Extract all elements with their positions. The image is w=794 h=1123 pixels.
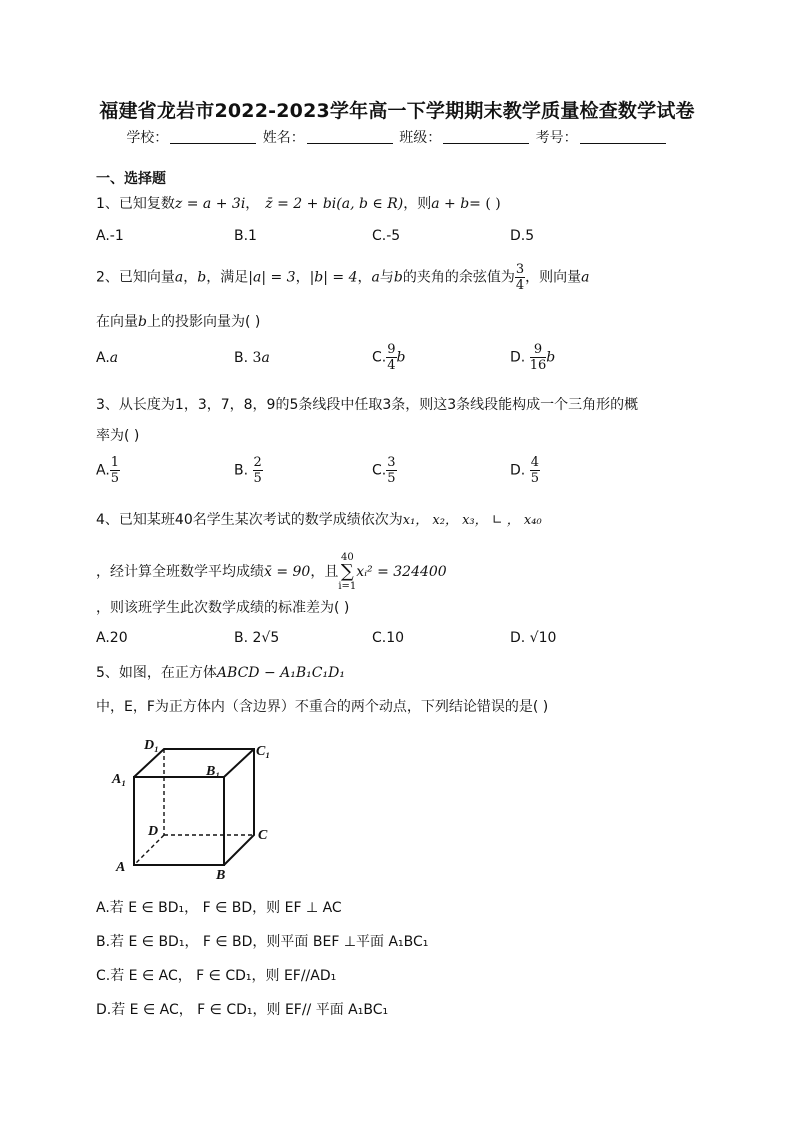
q2-vec-b: b: [197, 269, 207, 286]
q1-expr-z: z = a + 3i: [174, 196, 246, 212]
q5-option-b[interactable]: B.若 E ∈ BD₁， F ∈ BD，则平面 BEF ⊥平面 A₁BC₁: [96, 934, 429, 950]
student-info-line: [0, 127, 794, 147]
q1-expr-sum: a + b: [431, 196, 470, 212]
q2-abs-a: |a| = 3: [248, 269, 296, 286]
school-label: 学校：: [126, 130, 169, 146]
q2-cos-fraction: $\frac{3}{4}$: [515, 262, 525, 293]
q2-option-a[interactable]: A.a: [96, 350, 119, 366]
q4-text: 4、已知某班40名学生某次考试的数学成绩依次为: [96, 512, 403, 528]
label-D1: D₁: [144, 738, 159, 753]
q1-suffix: ，则: [403, 196, 432, 212]
label-B: B: [216, 868, 226, 880]
q2-cos-text: 的夹角的余弦值为: [402, 269, 515, 286]
q2-then: ，则向量: [525, 269, 582, 286]
question-3-line-2: 率为( ): [96, 428, 140, 444]
q2-comma: ，: [183, 269, 198, 286]
label-D: D: [148, 824, 159, 839]
class-label: 班级：: [399, 130, 442, 146]
q1-end: = ( ): [469, 196, 501, 212]
question-4-line-3: ，则该班学生此次数学成绩的标准差为( ): [96, 600, 350, 616]
q1-option-c[interactable]: C.-5: [372, 228, 401, 244]
q1-expr-zbar: z̄ = 2 + bi(a, b ∈ R): [265, 196, 404, 212]
school-blank[interactable]: [170, 129, 256, 144]
exam-no-label: 考号：: [535, 130, 578, 146]
label-B1: B₁: [206, 764, 221, 779]
q2-vec-a: a: [174, 269, 184, 286]
q4-sum-symbol: 40 ∑ i=1: [338, 552, 357, 592]
q4-mean-expr: x̄ = 90: [264, 564, 311, 580]
question-5-line-2: 中，E，F为正方体内（含边界）不重合的两个动点，下列结论错误的是( ): [96, 699, 549, 715]
q4-option-c[interactable]: C.10: [372, 630, 405, 646]
q4-option-b[interactable]: B. 2√5: [234, 630, 280, 646]
question-4-line-2: [96, 552, 447, 592]
q4-vars: x₁， x₂， x₃， ∟ ， x₄₀: [402, 513, 542, 528]
q2-vec-a-3: a: [581, 269, 590, 286]
q5-option-c[interactable]: C.若 E ∈ AC， F ∈ CD₁，则 EF//AD₁: [96, 968, 337, 984]
label-C1: C₁: [256, 744, 271, 759]
q2-option-c[interactable]: C. $\frac{9}{4}$ b: [372, 342, 406, 373]
name-label: 姓名：: [262, 130, 305, 146]
name-blank[interactable]: [307, 129, 393, 144]
question-1: [96, 193, 501, 213]
question-4-line-1: [96, 509, 542, 529]
label-A: A: [116, 860, 126, 875]
q2-vec-a-2: a: [371, 269, 380, 286]
q2-sep2: ，: [357, 269, 372, 286]
q2-vec-b-3: b: [138, 314, 147, 330]
q2-line2-end: 上的投影向量为( ): [146, 314, 261, 330]
q2-option-b[interactable]: B. 3a: [234, 350, 270, 366]
label-A1: A₁: [112, 772, 127, 787]
q4-option-a[interactable]: A.20: [96, 630, 128, 646]
q2-sep1: ，: [295, 269, 310, 286]
q5-option-d[interactable]: D.若 E ∈ AC， F ∈ CD₁，则 EF// 平面 A₁BC₁: [96, 1002, 389, 1018]
q2-option-d[interactable]: D. $\frac{9}{16}$ b: [510, 342, 556, 373]
question-3-line-1: 3、从长度为1，3，7，8，9的5条线段中任取3条，则这3条线段能构成一个三角形的概: [96, 397, 639, 413]
q4-and: ，且: [310, 564, 339, 580]
q1-option-a[interactable]: A.-1: [96, 228, 124, 244]
q3-option-b[interactable]: B. $\frac{2}{5}$: [234, 455, 262, 486]
q1-option-d[interactable]: D.5: [510, 228, 535, 244]
q2-line2-text: 在向量: [96, 314, 138, 330]
label-C: C: [258, 828, 268, 843]
exam-no-blank[interactable]: [580, 129, 666, 144]
q2-with: 与: [379, 269, 394, 286]
q3-option-a[interactable]: A. $\frac{1}{5}$: [96, 455, 120, 486]
question-2-line-1: [96, 262, 589, 293]
q1-sep: ，: [245, 196, 260, 212]
q3-option-d[interactable]: D. $\frac{4}{5}$: [510, 455, 539, 486]
cube-figure: [106, 735, 286, 880]
class-blank[interactable]: [443, 129, 529, 144]
q5-option-a[interactable]: A.若 E ∈ BD₁， F ∈ BD，则 EF ⊥ AC: [96, 900, 342, 916]
question-5-line-1: [96, 662, 345, 682]
q2-abs-b: |b| = 4: [309, 269, 358, 286]
question-2-line-2: [96, 311, 260, 331]
q4-sum-expr: xᵢ² = 324400: [356, 564, 447, 580]
q1-text: 1、已知复数: [96, 196, 175, 212]
q5-cube-expr: ABCD − A₁B₁C₁D₁: [216, 665, 345, 681]
q2-text: 2、已知向量: [96, 269, 175, 286]
page-title: 福建省龙岩市2022-2023学年高一下学期期末教学质量检查数学试卷: [99, 100, 695, 122]
q5-text: 5、如图，在正方体: [96, 665, 217, 681]
section-heading: 一、选择题: [96, 171, 166, 187]
q1-option-b[interactable]: B.1: [234, 228, 257, 244]
q2-vec-b-2: b: [393, 269, 403, 286]
q3-option-c[interactable]: C. $\frac{3}{5}$: [372, 455, 396, 486]
q4-option-d[interactable]: D. √10: [510, 630, 557, 646]
q2-cond: ，满足: [206, 269, 249, 286]
q4-mean-text: ，经计算全班数学平均成绩: [96, 564, 264, 580]
